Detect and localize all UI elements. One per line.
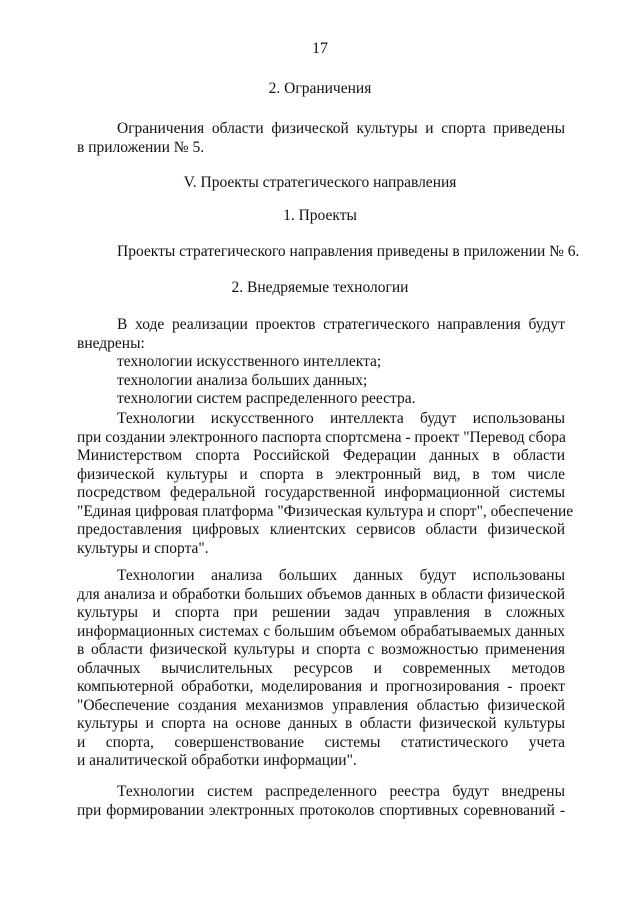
list-item: технологии анализа больших данных; [117, 371, 368, 389]
text-line: В ходе реализации проектов стратегического направления будут [117, 316, 565, 333]
heading-projects-direction: V. Проекты стратегического направления [183, 174, 457, 191]
tech-intro-paragraph [77, 316, 565, 353]
text-line: Технологии анализа больших данных будут использованы [117, 567, 565, 584]
text-line: для анализа и обработки больших объемов данных в области физической [77, 585, 565, 603]
text-line: в области физической культуры и спорта с возможностью применения [77, 641, 565, 658]
text-line: Министерством спорта Российской Федерации данных в области [77, 447, 565, 464]
text-line: облачных вычислительных ресурсов и современных методов [77, 659, 565, 677]
text-line: культуры и спорта при решении задач управления в сложных [77, 604, 565, 621]
text-line: при формировании электронных протоколов спортивных соревнований - [77, 801, 565, 819]
text-line: культуры и спорта". [77, 539, 209, 557]
heading-limitations: 2. Ограничения [268, 80, 372, 97]
ai-paragraph [77, 410, 574, 558]
text-line: Ограничения области физической культуры и спорта приведены [117, 120, 565, 137]
tech-list [77, 353, 565, 409]
text-line: при создании электронного паспорта спортсмена - проект "Перевод сбора [77, 428, 566, 446]
text-line: в приложении № 5. [77, 138, 205, 156]
text-line: Технологии систем распределенного реестра будут внедрены [117, 783, 565, 800]
text-line: "Обеспечение создания механизмов управления областью физической [77, 696, 565, 714]
limitations-paragraph [77, 120, 565, 157]
text-line: внедрены: [77, 334, 145, 352]
list-item: технологии искусственного интеллекта; [117, 353, 382, 370]
text-line: и аналитической обработки информации". [77, 752, 357, 769]
text-line: информационных системах с большим объемом обрабатываемых данных [77, 622, 565, 640]
text-line: предоставления цифровых клиентских сервисов области физической [77, 521, 565, 538]
text-line: культуры и спорта на основе данных в области физической культуры [77, 715, 565, 732]
text-line: "Единая цифровая платформа "Физическая культура и спорт", обеспечение [77, 502, 574, 520]
text-line: физической культуры и спорта в электронный вид, в том числе [77, 465, 565, 483]
list-item: технологии систем распределенного реестра. [117, 390, 416, 407]
text-line: Технологии искусственного интеллекта будут использованы [117, 410, 565, 427]
projects-paragraph: Проекты стратегического направления приведены в приложении № 6. [117, 243, 580, 260]
ledger-paragraph [77, 783, 565, 820]
page-number: 17 [312, 40, 328, 57]
text-line: и спорта, совершенствование системы статистического учета [77, 733, 565, 751]
text-line: посредством федеральной государственной информационной системы [77, 484, 565, 501]
heading-projects: 1. Проекты [283, 207, 357, 224]
text-line: компьютерной обработки, моделирования и прогнозирования - проект [77, 678, 565, 695]
bigdata-paragraph [77, 567, 565, 771]
heading-technologies: 2. Внедряемые технологии [231, 279, 409, 296]
